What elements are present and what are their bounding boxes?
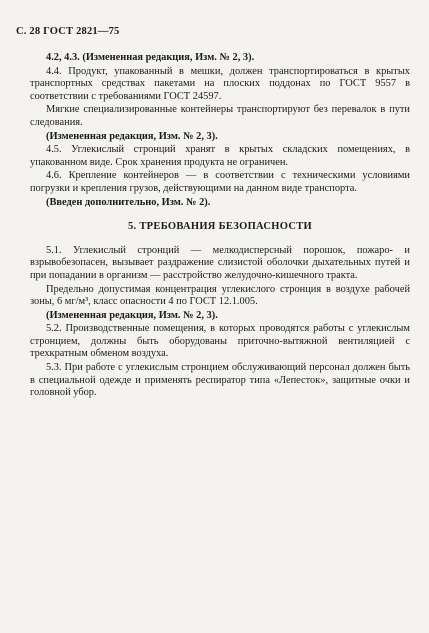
section-title: 5. ТРЕБОВАНИЯ БЕЗОПАСНОСТИ	[127, 221, 313, 233]
paragraph: 4.6. Крепление контейнеров — в соответствии с техническими условиями погрузки и крепления грузов, действующими на данном виде транспорта.	[30, 170, 410, 194]
paragraph: 5.2. Производственные помещения, в которых проводятся работы с углекислым стронцием, должны быть оборудованы приточно-вытяжной вентиляцией с трехкратным обменом воздуха.	[30, 323, 410, 360]
paragraph: Предельно допустимая концентрация углекислого стронция в воздухе рабочей зоны, 6 мг/м³, класс опасности 4 по ГОСТ 12.1.005.	[30, 283, 410, 308]
page-header: С. 28 ГОСТ 2821—75	[16, 26, 120, 37]
paragraph: 5.3. При работе с углекислым стронцием обслуживающий персонал должен быть в специальной одежде и применять респиратор типа «Лепесток», защитные очки и головной убор.	[30, 362, 410, 399]
paragraph: 5.1. Углекислый стронций — мелкодисперсный порошок, пожаро- и взрывобезопасен, вызывает раздражение слизистой оболочки дыхательных путей и при попадании в организм — расстройство желудочно-кишечного тракта.	[30, 244, 410, 281]
paragraph: Мягкие специализированные контейнеры транспортируют без перевалок в пути следования.	[30, 104, 410, 128]
paragraph: 4.5. Углекислый стронций хранят в крытых складских помещениях, в упакованном виде. Срок хранения продукта не ограничен.	[30, 144, 410, 168]
document-body	[30, 52, 410, 400]
paragraph: (Измененная редакция, Изм. № 2, 3).	[46, 309, 218, 321]
paragraph: 4.4. Продукт, упакованный в мешки, должен транспортироваться в крытых транспортных средствах пакетами на плоских поддонах по ГОСТ 9557 в соответствии с требованиями ГОСТ 24597.	[30, 65, 410, 102]
paragraph: 4.2, 4.3. (Измененная редакция, Изм. № 2, 3).	[46, 52, 255, 63]
paragraph: (Измененная редакция, Изм. № 2, 3).	[46, 130, 218, 142]
paragraph: (Введен дополнительно, Изм. № 2).	[46, 196, 211, 208]
